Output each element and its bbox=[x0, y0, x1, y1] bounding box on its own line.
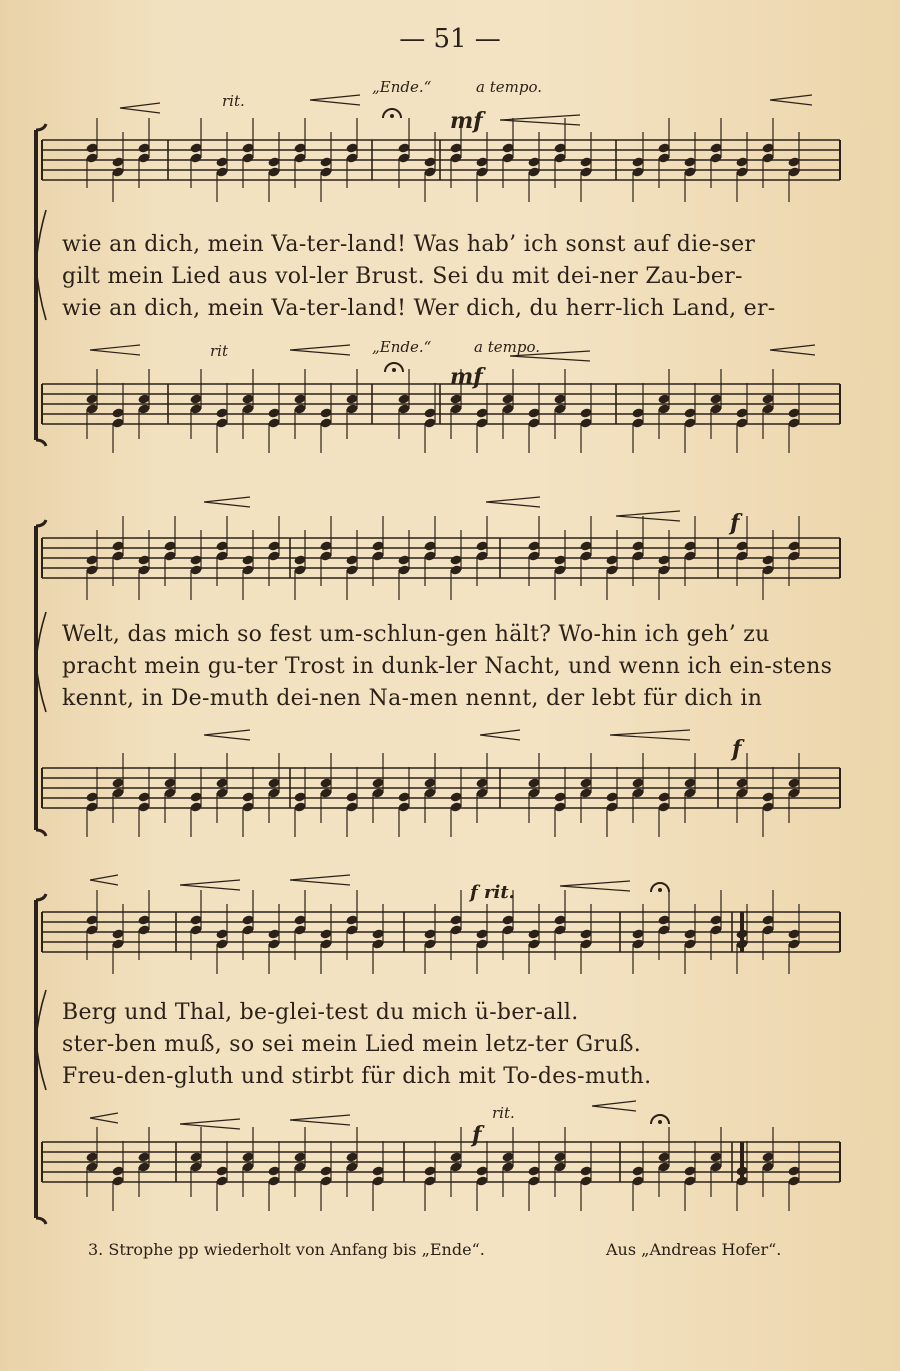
lyric-line: Berg und Thal, be-glei-test du mich ü-ber-all. bbox=[62, 1000, 579, 1025]
hairpin bbox=[616, 511, 680, 521]
hairpin bbox=[290, 345, 350, 355]
forte-rit-mark: f rit. bbox=[470, 882, 515, 903]
hairpin bbox=[204, 730, 250, 740]
hairpin bbox=[120, 103, 160, 113]
hairpin bbox=[560, 881, 630, 891]
hairpin bbox=[90, 345, 140, 355]
hairpin bbox=[310, 95, 360, 105]
hairpin bbox=[290, 875, 350, 885]
lyric-line: pracht mein gu-ter Trost in dunk-ler Nacht, und wenn ich ein-stens bbox=[62, 654, 833, 679]
lyric-line: Freu-den-gluth und stirbt für dich mit To-des-muth. bbox=[62, 1064, 652, 1089]
page-number: — 51 — bbox=[399, 24, 501, 54]
ritardando-mark: rit. bbox=[222, 92, 245, 110]
hairpin bbox=[180, 1119, 240, 1129]
a-tempo-mark: a tempo. bbox=[474, 338, 540, 356]
hairpin bbox=[290, 1115, 350, 1125]
lyric-line: gilt mein Lied aus vol-ler Brust. Sei du mit dei-ner Zau-ber- bbox=[62, 264, 743, 289]
a-tempo-mark: a tempo. bbox=[476, 78, 542, 96]
hairpin bbox=[180, 880, 240, 890]
lyric-line: kennt, in De-muth dei-nen Na-men nennt, der lebt für dich in bbox=[62, 686, 763, 711]
hairpin bbox=[770, 95, 812, 105]
hairpin bbox=[204, 497, 250, 507]
lyric-line: Welt, das mich so fest um-schlun-gen hält? Wo-hin ich geh’ zu bbox=[62, 622, 770, 647]
mezzo-forte-mark: mf bbox=[450, 108, 483, 134]
footer-instruction: 3. Strophe pp wiederholt von Anfang bis „Ende“. bbox=[88, 1240, 485, 1259]
hairpin bbox=[610, 730, 690, 740]
fermata-dot bbox=[392, 368, 396, 372]
hairpin bbox=[770, 345, 815, 355]
lyric-line: wie an dich, mein Va-ter-land! Wer dich, du herr-lich Land, er- bbox=[62, 296, 776, 321]
hairpin bbox=[486, 497, 540, 507]
ende-mark: „Ende.“ bbox=[372, 338, 432, 356]
lyric-line: ster-ben muß, so sei mein Lied mein letz-ter Gruß. bbox=[62, 1032, 642, 1057]
hairpin bbox=[592, 1101, 636, 1111]
hairpin bbox=[90, 875, 118, 885]
forte-mark: f bbox=[730, 510, 740, 536]
ritardando-mark: rit bbox=[210, 342, 228, 360]
forte-mark: f bbox=[472, 1122, 482, 1148]
ritardando-mark: rit. bbox=[492, 1104, 515, 1122]
fermata-dot bbox=[658, 888, 662, 892]
mezzo-forte-mark: mf bbox=[450, 364, 483, 390]
forte-mark: f bbox=[732, 736, 742, 762]
hairpin bbox=[480, 730, 520, 740]
fermata-dot bbox=[390, 114, 394, 118]
ende-mark: „Ende.“ bbox=[372, 78, 432, 96]
footer-source: Aus „Andreas Hofer“. bbox=[606, 1240, 782, 1259]
fermata-dot bbox=[658, 1120, 662, 1124]
hairpin bbox=[500, 115, 580, 125]
lyric-line: wie an dich, mein Va-ter-land! Was hab’ ich sonst auf die-ser bbox=[62, 232, 756, 257]
hairpin bbox=[90, 1113, 118, 1123]
